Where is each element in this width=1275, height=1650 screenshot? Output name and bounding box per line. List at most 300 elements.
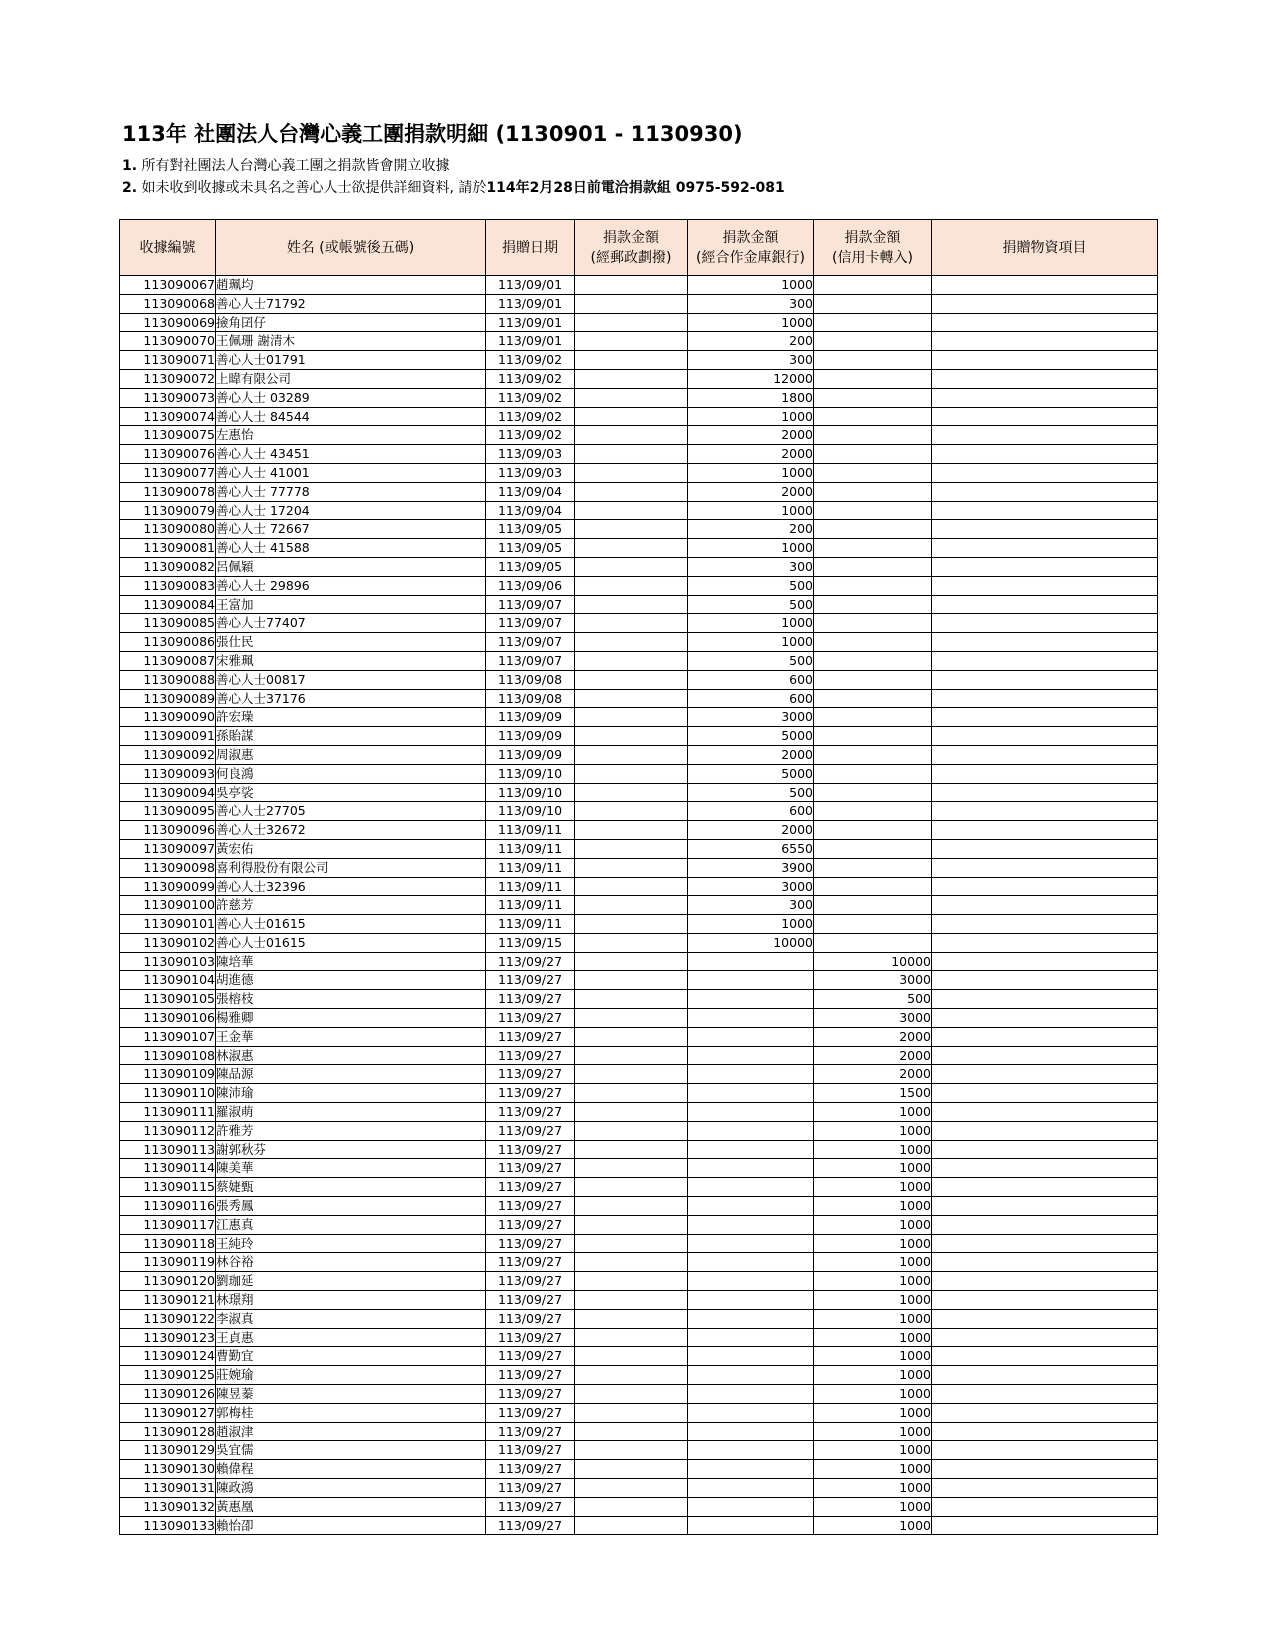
cell-postal-amount bbox=[575, 294, 688, 313]
table-row bbox=[120, 821, 1158, 840]
cell-receipt-number: 113090107 bbox=[120, 1027, 216, 1046]
cell-postal-amount bbox=[575, 1121, 688, 1140]
cell-receipt-number: 113090075 bbox=[120, 426, 216, 445]
table-row bbox=[120, 1309, 1158, 1328]
cell-postal-amount bbox=[575, 971, 688, 990]
cell-postal-amount bbox=[575, 727, 688, 746]
cell-card-amount bbox=[814, 896, 932, 915]
table-row bbox=[120, 1516, 1158, 1535]
cell-donation-date: 113/09/02 bbox=[486, 407, 575, 426]
cell-card-amount: 1000 bbox=[814, 1159, 932, 1178]
cell-card-amount bbox=[814, 670, 932, 689]
cell-donor-name: 善心人士 03289 bbox=[216, 388, 486, 407]
cell-donation-date: 113/09/27 bbox=[486, 1328, 575, 1347]
cell-card-amount bbox=[814, 651, 932, 670]
cell-card-amount: 1000 bbox=[814, 1197, 932, 1216]
cell-donation-date: 113/09/27 bbox=[486, 952, 575, 971]
table-row bbox=[120, 764, 1158, 783]
cell-donor-name: 陳培華 bbox=[216, 952, 486, 971]
cell-receipt-number: 113090106 bbox=[120, 1009, 216, 1028]
cell-receipt-number: 113090131 bbox=[120, 1479, 216, 1498]
cell-donor-name: 善心人士32396 bbox=[216, 877, 486, 896]
cell-donation-date: 113/09/06 bbox=[486, 576, 575, 595]
cell-bank-amount bbox=[688, 1121, 814, 1140]
cell-donor-name: 陳沛瑜 bbox=[216, 1084, 486, 1103]
cell-donor-name: 善心人士37176 bbox=[216, 689, 486, 708]
cell-receipt-number: 113090129 bbox=[120, 1441, 216, 1460]
cell-card-amount: 1000 bbox=[814, 1272, 932, 1291]
cell-donated-items bbox=[932, 1403, 1158, 1422]
cell-donor-name: 李淑真 bbox=[216, 1309, 486, 1328]
cell-postal-amount bbox=[575, 1441, 688, 1460]
cell-card-amount: 1000 bbox=[814, 1422, 932, 1441]
cell-donated-items bbox=[932, 821, 1158, 840]
cell-card-amount bbox=[814, 501, 932, 520]
cell-donation-date: 113/09/05 bbox=[486, 520, 575, 539]
cell-receipt-number: 113090096 bbox=[120, 821, 216, 840]
cell-donation-date: 113/09/27 bbox=[486, 1065, 575, 1084]
col-header-receipt-number: 收據編號 bbox=[120, 220, 216, 276]
cell-donation-date: 113/09/05 bbox=[486, 557, 575, 576]
cell-bank-amount bbox=[688, 1309, 814, 1328]
cell-donated-items bbox=[932, 727, 1158, 746]
cell-bank-amount: 600 bbox=[688, 689, 814, 708]
cell-postal-amount bbox=[575, 1291, 688, 1310]
cell-bank-amount: 300 bbox=[688, 294, 814, 313]
cell-receipt-number: 113090071 bbox=[120, 351, 216, 370]
cell-card-amount: 1000 bbox=[814, 1403, 932, 1422]
cell-bank-amount: 3900 bbox=[688, 858, 814, 877]
cell-donated-items bbox=[932, 1516, 1158, 1535]
cell-donated-items bbox=[932, 276, 1158, 295]
table-row bbox=[120, 1121, 1158, 1140]
cell-donated-items bbox=[932, 877, 1158, 896]
table-row bbox=[120, 1460, 1158, 1479]
cell-donation-date: 113/09/27 bbox=[486, 1366, 575, 1385]
table-row bbox=[120, 1159, 1158, 1178]
cell-bank-amount bbox=[688, 1441, 814, 1460]
cell-donation-date: 113/09/10 bbox=[486, 802, 575, 821]
cell-card-amount bbox=[814, 463, 932, 482]
cell-receipt-number: 113090132 bbox=[120, 1497, 216, 1516]
cell-postal-amount bbox=[575, 915, 688, 934]
cell-bank-amount bbox=[688, 1103, 814, 1122]
cell-bank-amount: 3000 bbox=[688, 708, 814, 727]
table-row bbox=[120, 1065, 1158, 1084]
table-row bbox=[120, 388, 1158, 407]
cell-receipt-number: 113090086 bbox=[120, 633, 216, 652]
cell-bank-amount: 1000 bbox=[688, 501, 814, 520]
cell-donor-name: 善心人士 41588 bbox=[216, 539, 486, 558]
table-row bbox=[120, 971, 1158, 990]
cell-bank-amount bbox=[688, 1366, 814, 1385]
table-row bbox=[120, 1027, 1158, 1046]
cell-bank-amount: 600 bbox=[688, 670, 814, 689]
cell-donated-items bbox=[932, 1385, 1158, 1404]
cell-donated-items bbox=[932, 614, 1158, 633]
table-row bbox=[120, 727, 1158, 746]
cell-postal-amount bbox=[575, 1159, 688, 1178]
cell-card-amount bbox=[814, 276, 932, 295]
table-row bbox=[120, 1234, 1158, 1253]
cell-donated-items bbox=[932, 1046, 1158, 1065]
cell-donation-date: 113/09/10 bbox=[486, 783, 575, 802]
cell-donation-date: 113/09/01 bbox=[486, 313, 575, 332]
cell-postal-amount bbox=[575, 576, 688, 595]
cell-receipt-number: 113090100 bbox=[120, 896, 216, 915]
cell-donation-date: 113/09/27 bbox=[486, 1215, 575, 1234]
cell-postal-amount bbox=[575, 482, 688, 501]
cell-card-amount: 1000 bbox=[814, 1366, 932, 1385]
cell-card-amount: 1000 bbox=[814, 1479, 932, 1498]
table-row bbox=[120, 276, 1158, 295]
cell-receipt-number: 113090125 bbox=[120, 1366, 216, 1385]
cell-donor-name: 張秀鳳 bbox=[216, 1197, 486, 1216]
cell-bank-amount: 10000 bbox=[688, 933, 814, 952]
cell-bank-amount bbox=[688, 952, 814, 971]
cell-donor-name: 善心人士32672 bbox=[216, 821, 486, 840]
cell-receipt-number: 113090087 bbox=[120, 651, 216, 670]
cell-card-amount bbox=[814, 445, 932, 464]
cell-receipt-number: 113090093 bbox=[120, 764, 216, 783]
cell-bank-amount: 2000 bbox=[688, 426, 814, 445]
cell-donor-name: 郭梅桂 bbox=[216, 1403, 486, 1422]
cell-donation-date: 113/09/07 bbox=[486, 651, 575, 670]
cell-postal-amount bbox=[575, 764, 688, 783]
cell-bank-amount bbox=[688, 1178, 814, 1197]
cell-donor-name: 善心人士00817 bbox=[216, 670, 486, 689]
table-row bbox=[120, 313, 1158, 332]
cell-card-amount: 1000 bbox=[814, 1309, 932, 1328]
cell-card-amount: 1000 bbox=[814, 1497, 932, 1516]
col-header-postal-amount: 捐款金額 (經郵政劃撥) bbox=[575, 220, 688, 276]
cell-bank-amount bbox=[688, 1422, 814, 1441]
cell-donation-date: 113/09/11 bbox=[486, 821, 575, 840]
note-deadline-contact: 114年2月28日前電洽捐款組 0975-592-081 bbox=[486, 180, 785, 196]
cell-donated-items bbox=[932, 933, 1158, 952]
cell-donor-name: 許宏璪 bbox=[216, 708, 486, 727]
cell-donation-date: 113/09/02 bbox=[486, 369, 575, 388]
cell-receipt-number: 113090117 bbox=[120, 1215, 216, 1234]
cell-bank-amount: 1000 bbox=[688, 463, 814, 482]
cell-donation-date: 113/09/27 bbox=[486, 1347, 575, 1366]
cell-donated-items bbox=[932, 539, 1158, 558]
table-body bbox=[120, 276, 1158, 1535]
cell-bank-amount: 2000 bbox=[688, 482, 814, 501]
cell-card-amount bbox=[814, 727, 932, 746]
cell-bank-amount: 3000 bbox=[688, 877, 814, 896]
table-row bbox=[120, 877, 1158, 896]
cell-receipt-number: 113090077 bbox=[120, 463, 216, 482]
cell-bank-amount bbox=[688, 1272, 814, 1291]
cell-donor-name: 善心人士 17204 bbox=[216, 501, 486, 520]
cell-postal-amount bbox=[575, 1178, 688, 1197]
cell-donation-date: 113/09/03 bbox=[486, 463, 575, 482]
cell-card-amount: 1500 bbox=[814, 1084, 932, 1103]
cell-postal-amount bbox=[575, 1422, 688, 1441]
cell-bank-amount: 12000 bbox=[688, 369, 814, 388]
note-text: 所有對社團法人台灣心義工團之捐款皆會開立收據 bbox=[141, 158, 450, 174]
cell-donor-name: 王純玲 bbox=[216, 1234, 486, 1253]
cell-card-amount bbox=[814, 933, 932, 952]
cell-donated-items bbox=[932, 1234, 1158, 1253]
cell-donated-items bbox=[932, 294, 1158, 313]
cell-card-amount bbox=[814, 614, 932, 633]
cell-card-amount: 1000 bbox=[814, 1253, 932, 1272]
cell-postal-amount bbox=[575, 595, 688, 614]
cell-bank-amount bbox=[688, 1460, 814, 1479]
table-row bbox=[120, 1422, 1158, 1441]
cell-receipt-number: 113090110 bbox=[120, 1084, 216, 1103]
cell-donation-date: 113/09/07 bbox=[486, 595, 575, 614]
cell-donor-name: 善心人士71792 bbox=[216, 294, 486, 313]
cell-donor-name: 王貞惠 bbox=[216, 1328, 486, 1347]
cell-bank-amount bbox=[688, 1046, 814, 1065]
table-row bbox=[120, 294, 1158, 313]
table-row bbox=[120, 539, 1158, 558]
cell-donated-items bbox=[932, 1140, 1158, 1159]
cell-bank-amount: 1000 bbox=[688, 276, 814, 295]
cell-card-amount bbox=[814, 858, 932, 877]
cell-postal-amount bbox=[575, 952, 688, 971]
table-row bbox=[120, 595, 1158, 614]
cell-bank-amount: 500 bbox=[688, 651, 814, 670]
cell-postal-amount bbox=[575, 463, 688, 482]
cell-donated-items bbox=[932, 501, 1158, 520]
table-row bbox=[120, 1009, 1158, 1028]
cell-donation-date: 113/09/27 bbox=[486, 971, 575, 990]
cell-card-amount: 1000 bbox=[814, 1291, 932, 1310]
cell-bank-amount: 5000 bbox=[688, 727, 814, 746]
cell-donation-date: 113/09/04 bbox=[486, 501, 575, 520]
cell-donation-date: 113/09/05 bbox=[486, 539, 575, 558]
cell-receipt-number: 113090127 bbox=[120, 1403, 216, 1422]
table-row bbox=[120, 332, 1158, 351]
cell-donated-items bbox=[932, 1065, 1158, 1084]
cell-donation-date: 113/09/01 bbox=[486, 332, 575, 351]
cell-donor-name: 左惠怡 bbox=[216, 426, 486, 445]
cell-bank-amount bbox=[688, 1385, 814, 1404]
cell-card-amount: 1000 bbox=[814, 1215, 932, 1234]
cell-donor-name: 林璟翔 bbox=[216, 1291, 486, 1310]
cell-donor-name: 善心人士01791 bbox=[216, 351, 486, 370]
cell-bank-amount: 300 bbox=[688, 896, 814, 915]
cell-card-amount bbox=[814, 764, 932, 783]
cell-donor-name: 周淑惠 bbox=[216, 745, 486, 764]
cell-donated-items bbox=[932, 1479, 1158, 1498]
cell-bank-amount: 500 bbox=[688, 595, 814, 614]
cell-card-amount: 1000 bbox=[814, 1441, 932, 1460]
cell-card-amount: 1000 bbox=[814, 1516, 932, 1535]
cell-bank-amount bbox=[688, 1009, 814, 1028]
cell-postal-amount bbox=[575, 1366, 688, 1385]
cell-postal-amount bbox=[575, 501, 688, 520]
table-row bbox=[120, 896, 1158, 915]
cell-donor-name: 劉珈延 bbox=[216, 1272, 486, 1291]
cell-donation-date: 113/09/01 bbox=[486, 276, 575, 295]
cell-card-amount bbox=[814, 482, 932, 501]
cell-postal-amount bbox=[575, 1046, 688, 1065]
cell-donated-items bbox=[932, 1121, 1158, 1140]
cell-postal-amount bbox=[575, 839, 688, 858]
table-row bbox=[120, 520, 1158, 539]
table-row bbox=[120, 839, 1158, 858]
cell-receipt-number: 113090070 bbox=[120, 332, 216, 351]
cell-postal-amount bbox=[575, 783, 688, 802]
table-row bbox=[120, 858, 1158, 877]
cell-receipt-number: 113090094 bbox=[120, 783, 216, 802]
cell-receipt-number: 113090113 bbox=[120, 1140, 216, 1159]
table-row bbox=[120, 445, 1158, 464]
cell-bank-amount: 300 bbox=[688, 557, 814, 576]
cell-bank-amount: 6550 bbox=[688, 839, 814, 858]
cell-donation-date: 113/09/27 bbox=[486, 1234, 575, 1253]
cell-card-amount bbox=[814, 633, 932, 652]
cell-bank-amount bbox=[688, 1234, 814, 1253]
note-number: 1. bbox=[122, 158, 138, 174]
table-row bbox=[120, 1272, 1158, 1291]
cell-bank-amount: 1000 bbox=[688, 539, 814, 558]
cell-bank-amount: 200 bbox=[688, 332, 814, 351]
cell-receipt-number: 113090069 bbox=[120, 313, 216, 332]
cell-bank-amount bbox=[688, 1215, 814, 1234]
cell-receipt-number: 113090085 bbox=[120, 614, 216, 633]
cell-donor-name: 喜利得股份有限公司 bbox=[216, 858, 486, 877]
cell-donation-date: 113/09/27 bbox=[486, 1027, 575, 1046]
cell-donated-items bbox=[932, 1497, 1158, 1516]
cell-postal-amount bbox=[575, 520, 688, 539]
cell-postal-amount bbox=[575, 1460, 688, 1479]
cell-donated-items bbox=[932, 595, 1158, 614]
cell-bank-amount bbox=[688, 1140, 814, 1159]
cell-donation-date: 113/09/09 bbox=[486, 727, 575, 746]
cell-card-amount: 1000 bbox=[814, 1347, 932, 1366]
cell-postal-amount bbox=[575, 1516, 688, 1535]
cell-bank-amount: 500 bbox=[688, 576, 814, 595]
cell-postal-amount bbox=[575, 1084, 688, 1103]
cell-postal-amount bbox=[575, 1234, 688, 1253]
cell-card-amount: 3000 bbox=[814, 1009, 932, 1028]
cell-receipt-number: 113090091 bbox=[120, 727, 216, 746]
table-row bbox=[120, 1103, 1158, 1122]
cell-receipt-number: 113090119 bbox=[120, 1253, 216, 1272]
cell-card-amount bbox=[814, 802, 932, 821]
cell-donation-date: 113/09/27 bbox=[486, 1441, 575, 1460]
table-row bbox=[120, 633, 1158, 652]
cell-postal-amount bbox=[575, 276, 688, 295]
cell-donor-name: 林谷裕 bbox=[216, 1253, 486, 1272]
cell-donation-date: 113/09/11 bbox=[486, 877, 575, 896]
cell-postal-amount bbox=[575, 745, 688, 764]
cell-donation-date: 113/09/27 bbox=[486, 1159, 575, 1178]
cell-card-amount: 1000 bbox=[814, 1460, 932, 1479]
cell-receipt-number: 113090067 bbox=[120, 276, 216, 295]
cell-receipt-number: 113090084 bbox=[120, 595, 216, 614]
table-row bbox=[120, 351, 1158, 370]
cell-donor-name: 許慈芳 bbox=[216, 896, 486, 915]
table-row bbox=[120, 952, 1158, 971]
cell-receipt-number: 113090074 bbox=[120, 407, 216, 426]
cell-postal-amount bbox=[575, 1272, 688, 1291]
cell-receipt-number: 113090082 bbox=[120, 557, 216, 576]
table-row bbox=[120, 1497, 1158, 1516]
cell-donor-name: 善心人士 77778 bbox=[216, 482, 486, 501]
cell-donor-name: 張榕枝 bbox=[216, 990, 486, 1009]
table-row bbox=[120, 1328, 1158, 1347]
cell-donor-name: 曹勤宜 bbox=[216, 1347, 486, 1366]
cell-donated-items bbox=[932, 1159, 1158, 1178]
cell-donated-items bbox=[932, 1215, 1158, 1234]
cell-card-amount bbox=[814, 877, 932, 896]
cell-donated-items bbox=[932, 1027, 1158, 1046]
cell-card-amount: 1000 bbox=[814, 1178, 932, 1197]
cell-bank-amount bbox=[688, 1291, 814, 1310]
cell-card-amount bbox=[814, 520, 932, 539]
cell-donation-date: 113/09/27 bbox=[486, 1497, 575, 1516]
cell-donated-items bbox=[932, 745, 1158, 764]
cell-postal-amount bbox=[575, 1479, 688, 1498]
cell-postal-amount bbox=[575, 1385, 688, 1404]
cell-receipt-number: 113090120 bbox=[120, 1272, 216, 1291]
cell-bank-amount bbox=[688, 990, 814, 1009]
note-receipt-policy bbox=[122, 155, 450, 175]
cell-postal-amount bbox=[575, 1403, 688, 1422]
cell-donated-items bbox=[932, 1441, 1158, 1460]
cell-donation-date: 113/09/04 bbox=[486, 482, 575, 501]
cell-postal-amount bbox=[575, 670, 688, 689]
col-header-donated-items: 捐贈物資項目 bbox=[932, 220, 1158, 276]
cell-postal-amount bbox=[575, 407, 688, 426]
cell-postal-amount bbox=[575, 614, 688, 633]
cell-donated-items bbox=[932, 858, 1158, 877]
cell-donation-date: 113/09/27 bbox=[486, 1403, 575, 1422]
cell-postal-amount bbox=[575, 689, 688, 708]
cell-bank-amount bbox=[688, 1479, 814, 1498]
cell-receipt-number: 113090111 bbox=[120, 1103, 216, 1122]
table-row bbox=[120, 745, 1158, 764]
cell-donated-items bbox=[932, 1328, 1158, 1347]
cell-donation-date: 113/09/27 bbox=[486, 1121, 575, 1140]
cell-receipt-number: 113090078 bbox=[120, 482, 216, 501]
table-row bbox=[120, 1197, 1158, 1216]
cell-receipt-number: 113090114 bbox=[120, 1159, 216, 1178]
cell-bank-amount: 600 bbox=[688, 802, 814, 821]
cell-card-amount: 2000 bbox=[814, 1046, 932, 1065]
cell-donation-date: 113/09/27 bbox=[486, 1460, 575, 1479]
cell-donor-name: 胡進德 bbox=[216, 971, 486, 990]
cell-postal-amount bbox=[575, 557, 688, 576]
cell-card-amount bbox=[814, 294, 932, 313]
cell-receipt-number: 113090099 bbox=[120, 877, 216, 896]
cell-donated-items bbox=[932, 1197, 1158, 1216]
cell-postal-amount bbox=[575, 1309, 688, 1328]
cell-postal-amount bbox=[575, 896, 688, 915]
cell-bank-amount: 1000 bbox=[688, 633, 814, 652]
table-row bbox=[120, 689, 1158, 708]
cell-donation-date: 113/09/27 bbox=[486, 1309, 575, 1328]
table-row bbox=[120, 557, 1158, 576]
cell-donated-items bbox=[932, 839, 1158, 858]
cell-bank-amount: 1000 bbox=[688, 614, 814, 633]
cell-donated-items bbox=[932, 1366, 1158, 1385]
cell-receipt-number: 113090104 bbox=[120, 971, 216, 990]
cell-receipt-number: 113090068 bbox=[120, 294, 216, 313]
note-text: 如未收到收據或未具名之善心人士欲提供詳細資料, 請於 bbox=[141, 180, 487, 196]
cell-card-amount bbox=[814, 915, 932, 934]
cell-donor-name: 張仕民 bbox=[216, 633, 486, 652]
cell-donation-date: 113/09/27 bbox=[486, 1253, 575, 1272]
cell-donation-date: 113/09/07 bbox=[486, 614, 575, 633]
